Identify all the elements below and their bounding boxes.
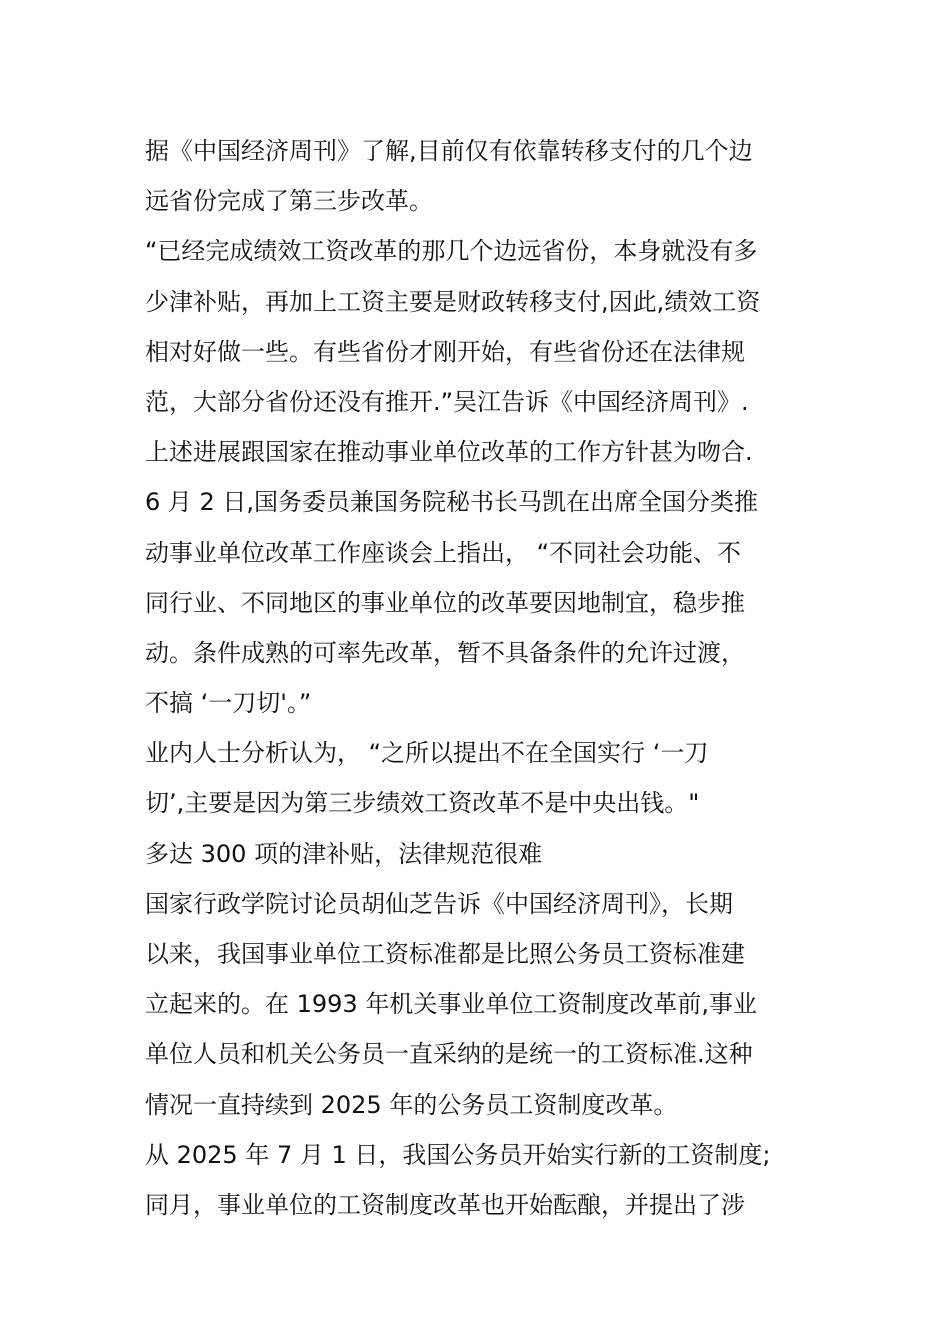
text-line: 立起来的。在 1993 年机关事业单位工资制度改革前,事业 xyxy=(145,990,757,1019)
text-line: 业内人士分析认为， “之所以提出不在全国实行 ‘一刀 xyxy=(145,739,709,768)
text-line: 以来，我国事业单位工资标准都是比照公务员工资标准建 xyxy=(145,940,745,968)
text-line: 6 月 2 日,国务委员兼国务院秘书长马凯在出席全国分类推 xyxy=(145,488,759,517)
text-line: 国家行政学院讨论员胡仙芝告诉《中国经济周刊》，长期 xyxy=(145,889,733,918)
text-line: 范，大部分省份还没有推开.”吴江告诉《中国经济周刊》. xyxy=(145,387,749,416)
text-line: 同行业、不同地区的事业单位的改革要因地制宜，稳步推 xyxy=(145,588,745,617)
text-line: “已经完成绩效工资改革的那几个边远省份，本身就没有多 xyxy=(145,237,758,266)
text-line: 不搞 ‘一刀切'。” xyxy=(145,689,312,718)
text-line: 切’,主要是因为第三步绩效工资改革不是中央出钱。" xyxy=(145,789,700,818)
text-line: 据《中国经济周刊》了解,目前仅有依靠转移支付的几个边 xyxy=(145,137,753,165)
section-heading: 多达 300 项的津补贴，法律规范很难 xyxy=(145,839,543,868)
text-line: 上述进展跟国家在推动事业单位改革的工作方针甚为吻合. xyxy=(145,438,753,467)
text-line: 动事业单位改革工作座谈会上指出， “不同社会功能、不 xyxy=(145,538,742,567)
document-body xyxy=(145,126,825,1230)
text-line: 单位人员和机关公务员一直采纳的是统一的工资标准.这种 xyxy=(145,1040,753,1069)
text-line: 少津补贴，再加上工资主要是财政转移支付,因此,绩效工资 xyxy=(145,287,761,316)
text-line: 相对好做一些。有些省份才刚开始，有些省份还在法律规 xyxy=(145,337,745,366)
text-line: 同月，事业单位的工资制度改革也开始酝酿，并提出了涉 xyxy=(145,1190,745,1219)
text-line: 远省份完成了第三步改革。 xyxy=(145,187,433,216)
text-line: 动。条件成熟的可率先改革，暂不具备条件的允许过渡， xyxy=(145,638,745,667)
text-line: 从 2025 年 7 月 1 日，我国公务员开始实行新的工资制度; xyxy=(145,1140,771,1169)
text-line: 情况一直持续到 2025 年的公务员工资制度改革。 xyxy=(145,1090,678,1119)
